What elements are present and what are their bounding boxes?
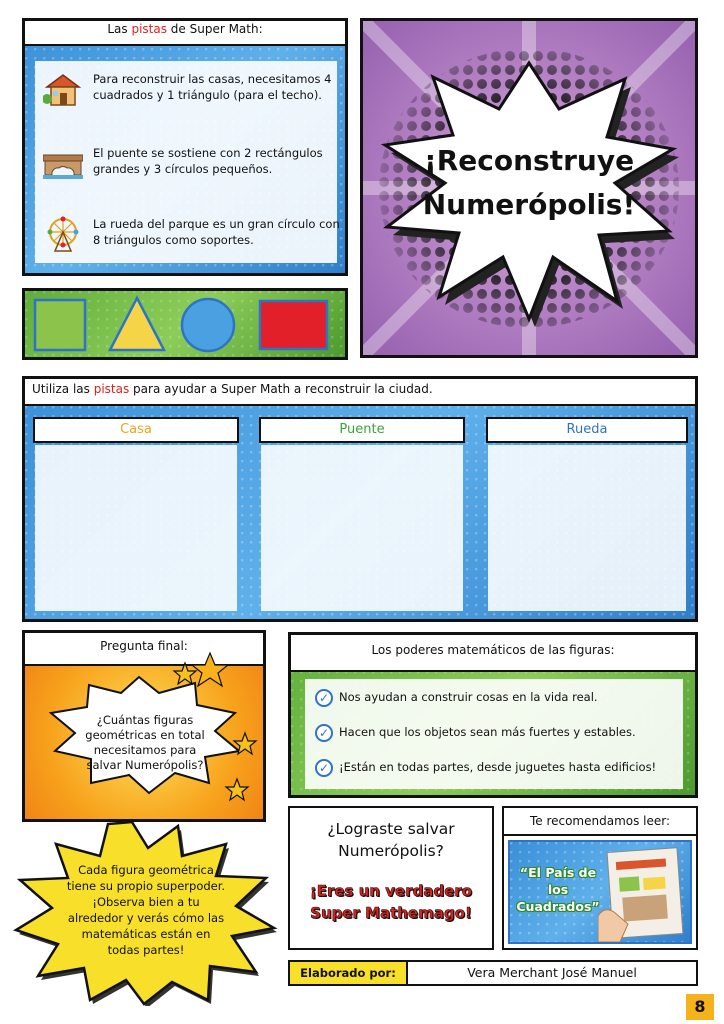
build-columns	[25, 407, 695, 619]
column-rueda-area[interactable]	[488, 445, 686, 611]
build-section	[22, 376, 698, 622]
check-icon: ✓	[315, 724, 333, 742]
triangle-shape	[110, 298, 164, 350]
clues-panel	[22, 18, 348, 276]
build-caption: Utiliza las pistas para ayudar a Super Math a reconstruir la ciudad.	[22, 376, 698, 406]
book-cover-card[interactable]	[508, 840, 692, 944]
square-shape	[35, 300, 85, 350]
recommend-panel	[502, 806, 698, 950]
book-title: “El País de los Cuadrados”	[516, 865, 600, 914]
shapes-panel	[22, 288, 348, 360]
final-question: ¿Cuántas figuras geométricas en total necesitamos para salvar Numerópolis?	[85, 713, 205, 772]
check-icon: ✓	[315, 759, 333, 777]
column-casa-header	[33, 417, 239, 443]
shapes-strip	[25, 291, 345, 357]
star-icon	[192, 653, 228, 686]
save-question: ¿Lograste salvar Numerópolis?	[327, 820, 455, 860]
house-icon	[43, 71, 83, 107]
author-label: Elaborado por:	[288, 960, 408, 986]
column-rueda-header	[486, 417, 688, 443]
page-number: 8	[686, 994, 714, 1020]
page-title: ¡Reconstruye Numerópolis!	[422, 144, 636, 221]
rectangle-shape	[260, 301, 327, 349]
title-panel	[360, 18, 698, 358]
column-puente-area[interactable]	[261, 445, 463, 611]
save-panel	[288, 806, 494, 950]
ferris-wheel-icon	[43, 216, 83, 252]
question-caption: Pregunta final:	[22, 630, 266, 666]
column-rueda-label: Rueda	[566, 422, 608, 437]
circle-shape	[182, 299, 234, 351]
save-answer: ¡Eres un verdadero Super Mathemago!	[309, 882, 473, 922]
check-icon: ✓	[315, 689, 333, 707]
clues-caption: Las pistas de Super Math:	[22, 18, 348, 46]
column-casa-label: Casa	[120, 422, 152, 437]
bridge-icon	[43, 145, 83, 181]
book-cover-image	[598, 846, 690, 942]
column-puente-label: Puente	[339, 422, 385, 437]
powers-panel	[288, 632, 698, 798]
recommend-caption: Te recomendamos leer:	[504, 808, 696, 836]
column-casa-area[interactable]	[35, 445, 237, 611]
author-name: Vera Merchant José Manuel	[406, 960, 698, 986]
superpower-text: Cada figura geométrica tiene su propio superpoder. ¡Observa bien a tu alrededor y verás cómo las matemáticas están en todas partes!	[66, 863, 226, 957]
powers-list	[305, 679, 683, 789]
powers-caption: Los poderes matemáticos de las figuras:	[288, 632, 698, 672]
question-panel	[22, 630, 266, 822]
power-item: ✓ Nos ayudan a construir cosas en la vida real.	[315, 687, 598, 707]
clues-list: Para reconstruir las casas, necesitamos 4 cuadrados y 1 triángulo (para el techo). El puente se sostiene con 2 rectángulos grandes y 3 círculos pequeños. La rueda del parque es un gran círculo con 8 triángulos como soportes.	[35, 61, 337, 263]
power-item: ✓ Hacen que los objetos sean más fuertes y estables.	[315, 722, 636, 742]
star-icon	[226, 779, 248, 800]
column-puente-header	[259, 417, 465, 443]
power-item: ✓ ¡Están en todas partes, desde juguetes hasta edificios!	[315, 757, 656, 777]
